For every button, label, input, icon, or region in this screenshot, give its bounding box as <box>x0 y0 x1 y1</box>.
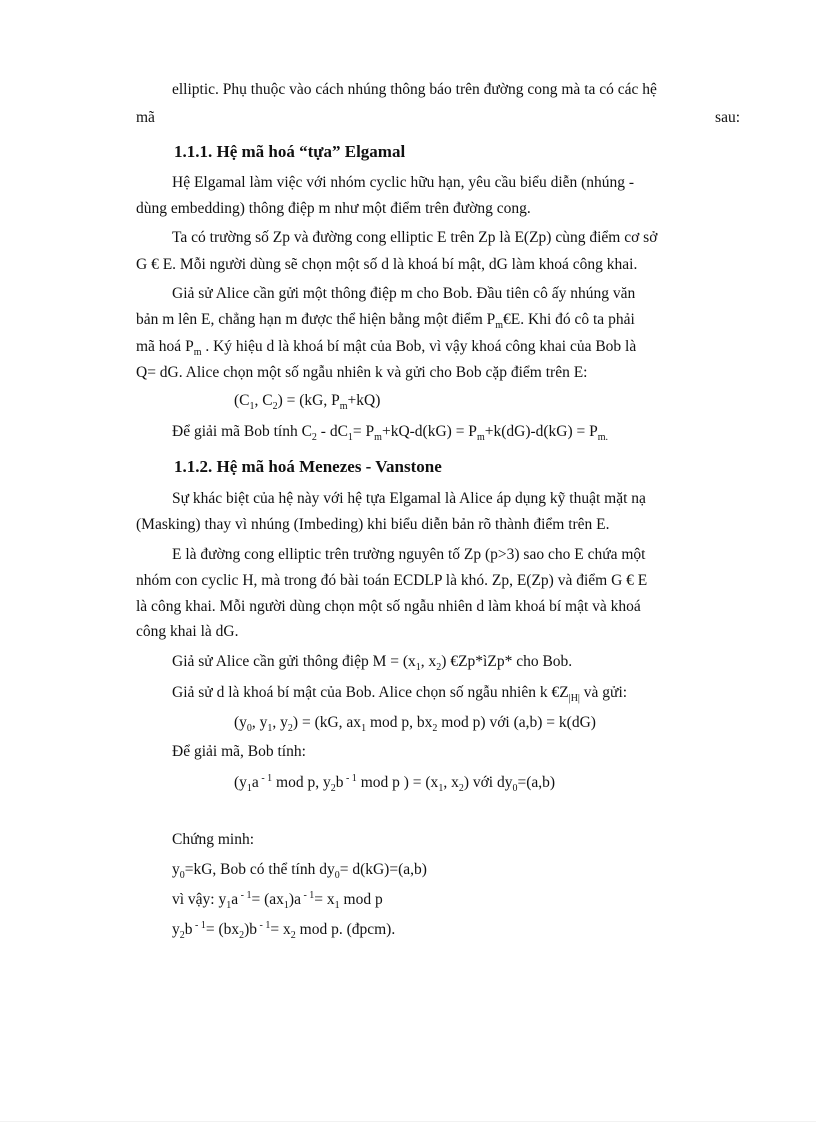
section-heading: 1.1.2. Hệ mã hoá Menezes - Vanstone <box>174 457 442 476</box>
paragraph-line <box>172 652 572 672</box>
paragraph-line: Để giải mã, Bob tính: <box>172 743 306 760</box>
subscript: 0 <box>512 783 518 794</box>
subscript: m <box>476 432 485 443</box>
text-run: mã hoá P <box>136 338 194 355</box>
equation-line <box>172 422 608 442</box>
superscript: - 1 <box>343 773 357 784</box>
subscript: 2 <box>272 401 278 412</box>
equation <box>234 713 596 733</box>
eq-run: ) với dy <box>463 774 513 791</box>
eq-run: mod p, bx <box>366 714 433 731</box>
eq-run: +kQ-d(kG) = P <box>381 423 477 440</box>
eq-run: +kQ) <box>347 392 381 409</box>
paragraph-line: Ta có trường số Zp và đường cong elliptic E trên Zp là E(Zp) cùng điểm cơ sở <box>172 229 658 246</box>
subscript: 0 <box>334 870 340 881</box>
eq-run: )b <box>244 921 258 938</box>
subscript: 2 <box>330 783 336 794</box>
subscript: |H| <box>568 693 580 704</box>
eq-run: ) = (kG, ax <box>292 714 362 731</box>
superscript: - 1 <box>192 920 206 931</box>
eq-run: b <box>335 774 344 791</box>
subscript: 1 <box>334 900 340 911</box>
eq-run: y <box>172 921 180 938</box>
paragraph-line <box>136 310 635 330</box>
eq-run: , x <box>443 774 459 791</box>
paragraph-line: nhóm con cyclic H, mà trong đó bài toán ECDLP là khó. Zp, E(Zp) và điểm G € E <box>136 572 648 589</box>
paragraph-line: G € E. Mỗi người dùng sẽ chọn một số d là khoá bí mật, dG làm khoá công khai. <box>136 256 638 273</box>
paragraph-line <box>136 337 636 357</box>
superscript: - 1 <box>300 890 315 901</box>
eq-run: a <box>231 891 239 908</box>
eq-run: = x <box>314 891 335 908</box>
subscript: 2 <box>458 783 464 794</box>
eq-run: b <box>184 921 193 938</box>
section-heading: 1.1.1. Hệ mã hoá “tựa” Elgamal <box>174 142 406 161</box>
subscript: 1 <box>438 783 444 794</box>
text-run: €E. Khi đó cô ta phải <box>503 311 635 328</box>
intro-line: elliptic. Phụ thuộc vào cách nhúng thông báo trên đường cong mà ta có các hệ <box>172 81 657 98</box>
text-run: ) €Zp*ìZp* cho Bob. <box>441 653 573 670</box>
equation <box>234 773 555 793</box>
paragraph-line: Q= dG. Alice chọn một số ngẫu nhiên k và gửi cho Bob cặp điểm trên E: <box>136 364 588 381</box>
eq-run: mod p <box>339 891 383 908</box>
eq-run: mod p ) = (x <box>356 774 439 791</box>
text-run: . Ký hiệu d là khoá bí mật của Bob, vì vậy khoá công khai của Bob là <box>201 338 637 355</box>
paragraph-line: Sự khác biệt của hệ này với hệ tựa Elgamal là Alice áp dụng kỹ thuật mặt nạ <box>172 490 646 507</box>
subscript: 1 <box>267 723 273 734</box>
paragraph-line: (Masking) thay vì nhúng (Imbeding) khi biểu diễn bản rõ thành điểm trên E. <box>136 516 610 533</box>
eq-run: (C <box>234 392 250 409</box>
eq-run: mod p, y <box>272 774 331 791</box>
eq-run: - dC <box>316 423 348 440</box>
subscript: 1 <box>415 662 421 673</box>
intro-word: mã <box>136 109 155 126</box>
eq-run: = d(kG)=(a,b) <box>339 861 427 878</box>
subscript: 2 <box>287 723 293 734</box>
subscript: m. <box>597 432 609 443</box>
proof-line <box>172 920 395 940</box>
eq-run: Để giải mã Bob tính C <box>172 423 312 440</box>
subscript: 2 <box>290 930 296 941</box>
text-run: Giả sử Alice cần gửi thông điệp M = (x <box>172 653 416 670</box>
subscript: 1 <box>347 432 353 443</box>
eq-run: (y <box>234 774 247 791</box>
subscript: 2 <box>436 662 442 673</box>
paragraph-line: E là đường cong elliptic trên trường nguyên tố Zp (p>3) sao cho E chứa một <box>172 546 646 563</box>
superscript: - 1 <box>238 890 252 901</box>
eq-run: mod p. (đpcm). <box>295 921 396 938</box>
page-bottom-edge <box>0 1121 816 1122</box>
eq-run: mod p) với (a,b) = k(dG) <box>437 714 596 731</box>
subscript: 1 <box>249 401 255 412</box>
eq-run: y <box>172 861 180 878</box>
paragraph-line: là công khai. Mỗi người dùng chọn một số ngẫu nhiên d làm khoá bí mật và khoá <box>136 598 641 615</box>
subscript: 1 <box>283 900 289 911</box>
intro-word: sau: <box>715 109 740 126</box>
subscript: 2 <box>432 723 438 734</box>
proof-line <box>172 860 427 880</box>
paragraph-line: dùng embedding) thông điệp m như một điểm trên đường cong. <box>136 200 531 217</box>
eq-run: = (bx <box>205 921 240 938</box>
eq-run: =(a,b) <box>517 774 556 791</box>
text-run: Giả sử d là khoá bí mật của Bob. Alice chọn số ngẫu nhiên k €Z <box>172 684 569 701</box>
proof-label: Chứng minh: <box>172 831 255 848</box>
text-run: , x <box>420 653 437 670</box>
eq-run: = (ax <box>251 891 284 908</box>
text-run: bản m lên E, chẳng hạn m được thể hiện bằng một điểm P <box>136 311 496 328</box>
subscript: 1 <box>361 723 367 734</box>
subscript: m <box>374 432 382 443</box>
paragraph-line <box>172 683 627 703</box>
eq-run: +k(dG)-d(kG) = P <box>484 423 598 440</box>
paragraph-line: công khai là dG. <box>136 623 239 640</box>
subscript: 0 <box>179 870 185 881</box>
eq-run: (y <box>234 714 247 731</box>
eq-run: a <box>251 774 259 791</box>
subscript: 1 <box>246 783 252 794</box>
eq-run: vì vậy: y <box>172 891 227 908</box>
eq-run: )a <box>288 891 301 908</box>
paragraph-line: Hệ Elgamal làm việc với nhóm cyclic hữu hạn, yêu cầu biểu diễn (nhúng - <box>172 174 635 191</box>
subscript: 2 <box>311 432 317 443</box>
eq-run: =kG, Bob có thể tính dy <box>184 861 335 878</box>
subscript: m <box>339 401 348 412</box>
equation <box>234 391 380 411</box>
superscript: - 1 <box>258 773 273 784</box>
subscript: 0 <box>246 723 252 734</box>
proof-line <box>172 890 383 910</box>
subscript: 1 <box>226 900 232 911</box>
paragraph-line: Giả sử Alice cần gửi một thông điệp m cho Bob. Đầu tiên cô ấy nhúng văn <box>172 285 636 302</box>
eq-run: , C <box>254 392 273 409</box>
subscript: m <box>495 320 504 331</box>
eq-run: = P <box>352 423 375 440</box>
subscript: m <box>193 347 202 358</box>
text-run: và gửi: <box>579 684 628 701</box>
eq-run: ) = (kG, P <box>277 392 340 409</box>
eq-run: = x <box>270 921 291 938</box>
intro-line-justified <box>136 108 740 128</box>
subscript: 2 <box>179 930 185 941</box>
subscript: 2 <box>239 930 245 941</box>
superscript: - 1 <box>257 920 271 931</box>
eq-run: , y <box>272 714 288 731</box>
eq-run: , y <box>251 714 268 731</box>
